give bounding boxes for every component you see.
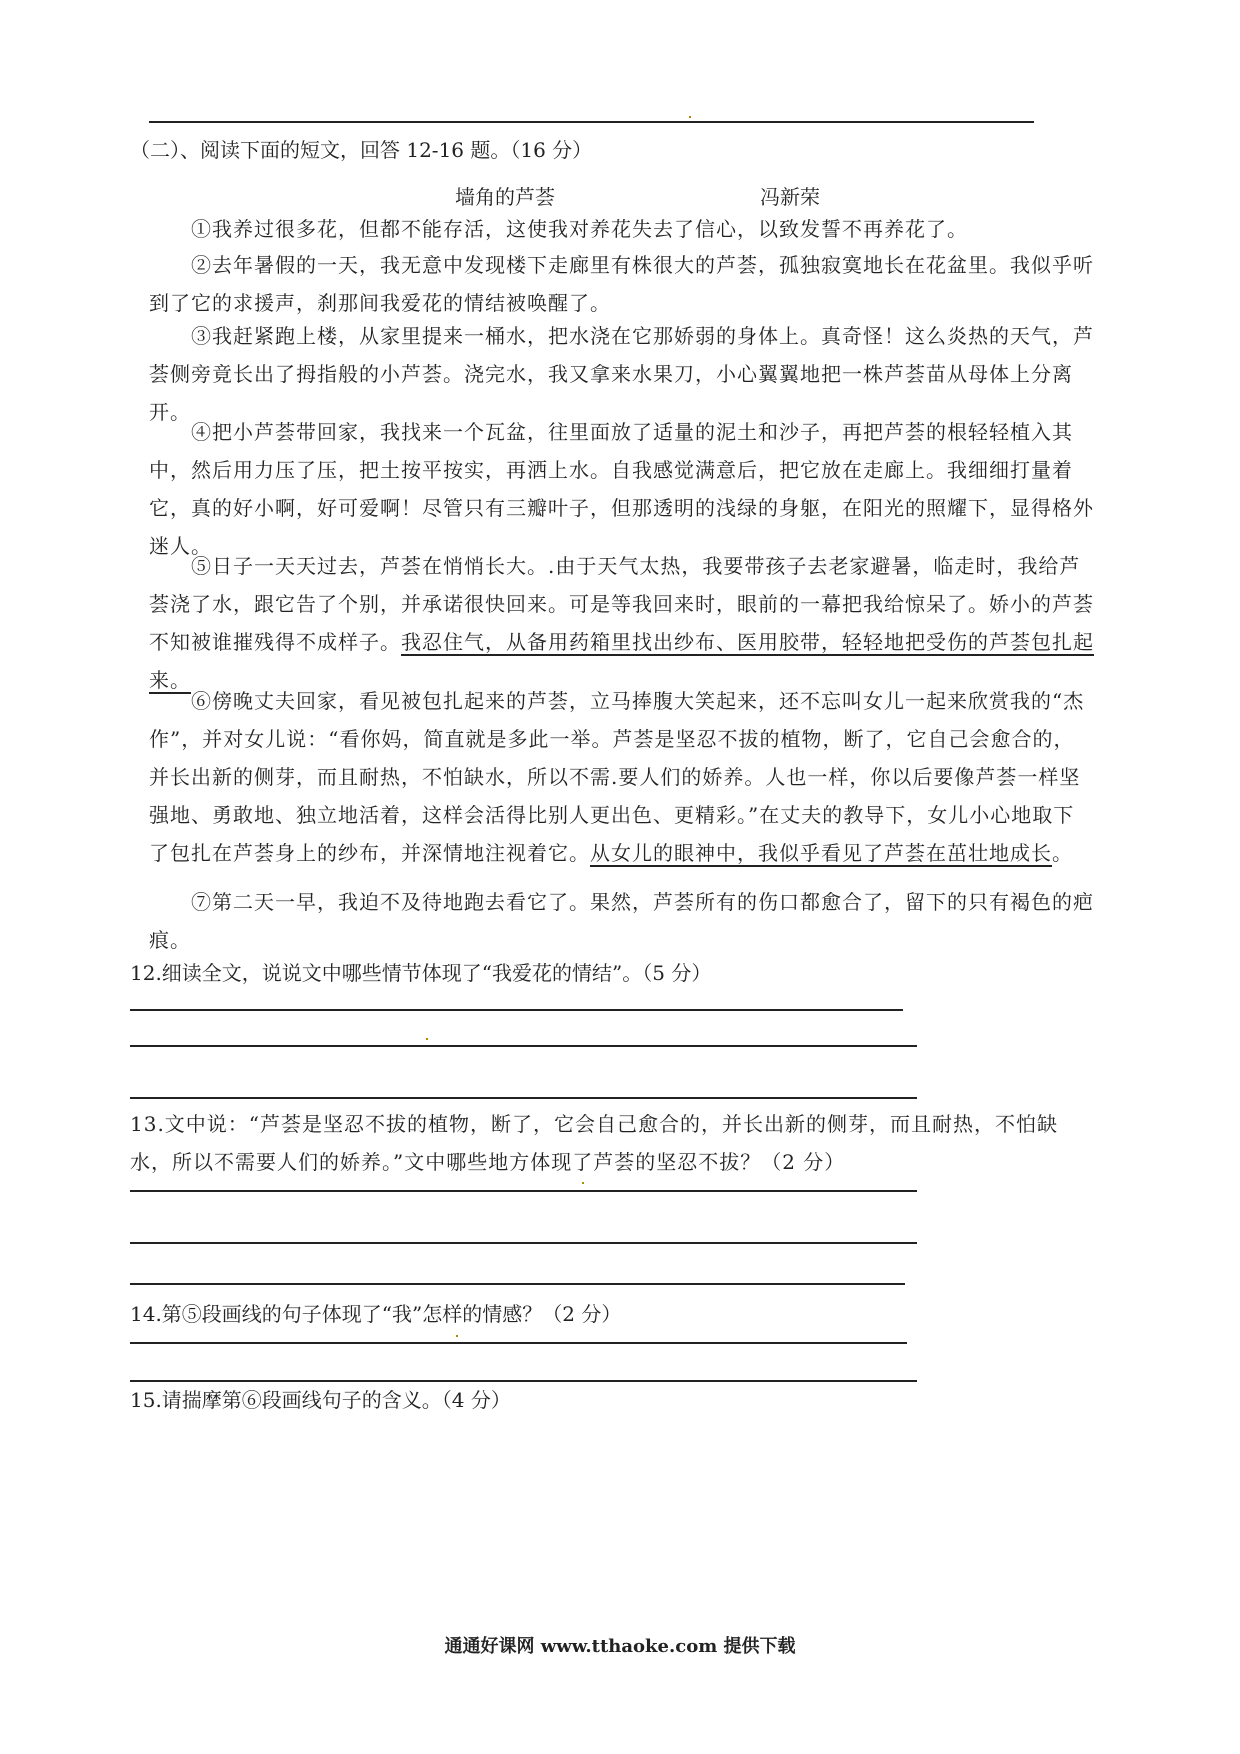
paragraph-6-underlined-sentence: 从女儿的眼神中，我似乎看见了芦荟在茁壮地成长 bbox=[590, 841, 1052, 865]
paragraph-2-text: ②去年暑假的一天，我无意中发现楼下走廊里有株很大的芦荟，孤独寂寞地长在花盆里。我似乎听到了它的求援声，刹那间我爱花的情结被唤醒了。 bbox=[149, 253, 1094, 315]
scan-speck bbox=[426, 1038, 428, 1040]
paragraph-6 bbox=[149, 682, 1094, 872]
answer-line-12-3 bbox=[130, 1097, 917, 1099]
question-14: 14.第⑤段画线的句子体现了“我”怎样的情感？（2 分） bbox=[130, 1302, 622, 1326]
top-rule bbox=[149, 121, 1034, 123]
question-13-text: 13.文中说：“芦荟是坚忍不拔的植物，断了，它会自己愈合的，并长出新的侧芽，而且耐热，不怕缺水，所以不需要人们的娇养。”文中哪些地方体现了芦荟的坚忍不拔？（2 分） bbox=[130, 1112, 1059, 1174]
paragraph-2 bbox=[149, 246, 1094, 322]
paragraph-5 bbox=[149, 547, 1094, 699]
scan-speck bbox=[582, 1182, 584, 1184]
article-author: 冯新荣 bbox=[760, 185, 820, 209]
paragraph-1-text: ①我养过很多花，但都不能存活，这使我对养花失去了信心，以致发誓不再养花了。 bbox=[191, 217, 968, 241]
answer-line-12-1 bbox=[130, 1009, 903, 1011]
answer-line-13-1 bbox=[130, 1190, 917, 1192]
question-13 bbox=[130, 1105, 1092, 1181]
paragraph-5-text: ⑤日子一天天过去，芦荟在悄悄长大。.由于天气太热，我要带孩子去老家避暑，临走时，我给芦荟浇了水，跟它告了个别，并承诺很快回来。可是等我回来时，眼前的一幕把我给惊呆了。娇小的芦荟不知被谁摧残得不成样子。 bbox=[149, 554, 1094, 654]
paragraph-6-end: 。 bbox=[1052, 841, 1073, 865]
paragraph-4-text: ④把小芦荟带回家，我找来一个瓦盆，往里面放了适量的泥土和沙子，再把芦荟的根轻轻植入其中，然后用力压了压，把土按平按实，再洒上水。自我感觉满意后，把它放在走廊上。我细细打量着它，真的好小啊，好可爱啊！尽管只有三瓣叶子，但那透明的浅绿的身躯，在阳光的照耀下，显得格外迷人。 bbox=[149, 420, 1094, 558]
answer-line-14-1 bbox=[130, 1342, 907, 1344]
paragraph-7-text: ⑦第二天一早，我迫不及待地跑去看它了。果然，芦荟所有的伤口都愈合了，留下的只有褐色的疤痕。 bbox=[149, 890, 1094, 952]
question-15: 15.请揣摩第⑥段画线句子的含义。（4 分） bbox=[130, 1388, 511, 1412]
article-title: 墙角的芦荟 bbox=[455, 185, 555, 209]
paragraph-1 bbox=[149, 210, 1094, 248]
paragraph-7 bbox=[149, 883, 1094, 959]
scan-speck bbox=[456, 1335, 458, 1337]
scan-speck bbox=[689, 116, 691, 118]
section-heading: （二）、阅读下面的短文，回答 12-16 题。（16 分） bbox=[130, 138, 593, 162]
answer-line-13-2 bbox=[130, 1242, 917, 1244]
answer-line-13-3 bbox=[130, 1283, 905, 1285]
paragraph-6-text: ⑥傍晚丈夫回家，看见被包扎起来的芦荟，立马捧腹大笑起来，还不忘叫女儿一起来欣赏我的“杰作”，并对女儿说：“看你妈，简直就是多此一举。芦荟是坚忍不拔的植物，断了，它自己会愈合的，并长出新的侧芽，而且耐热，不怕缺水，所以不需.要人们的娇养。人也一样，你以后要像芦荟一样坚强地、勇敢地、独立地活着，这样会活得比别人更出色、更精彩。”在丈夫的教导下，女儿小心地取下了包扎在芦荟身上的纱布，并深情地注视着它。 bbox=[149, 689, 1085, 865]
paragraph-5-underlined-sentence: 我忍住气，从备用药箱里找出纱布、医用胶带，轻轻地把受伤的芦荟包扎起来。 bbox=[149, 630, 1094, 692]
question-12: 12.细读全文，说说文中哪些情节体现了“我爱花的情结”。（5 分） bbox=[130, 961, 712, 985]
footer-download-notice: 通通好课网 www.tthaoke.com 提供下载 bbox=[444, 1636, 796, 1657]
paragraph-3-text: ③我赶紧跑上楼，从家里提来一桶水，把水浇在它那娇弱的身体上。真奇怪！这么炎热的天气，芦荟侧旁竟长出了拇指般的小芦荟。浇完水，我又拿来水果刀，小心翼翼地把一株芦荟苗从母体上分离开。 bbox=[149, 324, 1094, 424]
answer-line-12-2 bbox=[130, 1045, 917, 1047]
paragraph-4 bbox=[149, 413, 1094, 565]
